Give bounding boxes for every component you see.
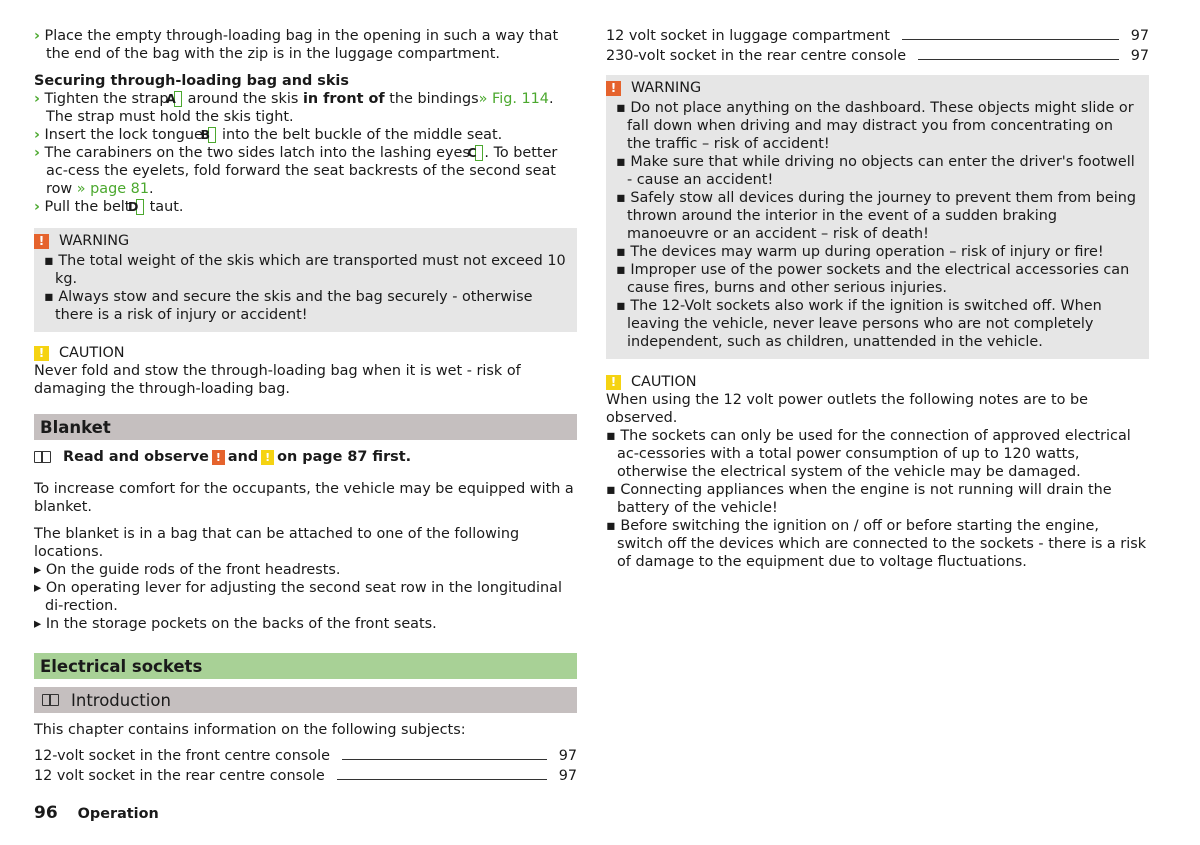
label-box: C (475, 145, 483, 161)
page-link[interactable]: » page 81 (76, 181, 149, 197)
toc-entry[interactable]: 230-volt socket in the rear centre console 97 (606, 48, 1149, 64)
list-item: ▪ Do not place anything on the dashboard. These objects might slide or fall down when driving and may distract you from concentrating on the traffic – risk of accident! (616, 100, 1134, 152)
list-item: ▪ The 12-Volt sockets also work if the ignition is switched off. When leaving the vehicle, never leave persons who are not completely independent, such as children, unattended in the vehicle. (616, 298, 1102, 350)
caution-icon: ! (606, 375, 621, 390)
caution-icon: ! (34, 346, 49, 361)
warning-icon: ! (34, 234, 49, 249)
instruction-step: › Place the empty through-loading bag in the opening in such a way that the end of the bag with the zip is in the luggage compartment. (34, 28, 559, 62)
toc-entry[interactable]: 12 volt socket in luggage compartment 97 (606, 28, 1149, 44)
instruction-step: › Pull the belt D taut. (34, 199, 184, 215)
list-item: ▸ In the storage pockets on the backs of the front seats. (34, 616, 437, 632)
toc-entry[interactable]: 12 volt socket in the rear centre console 97 (34, 768, 577, 784)
caution-icon: ! (261, 450, 274, 465)
figure-link[interactable]: » Fig. 114 (478, 91, 549, 107)
section-heading-electrical: Electrical sockets (34, 653, 577, 679)
list-item: ▪ Always stow and secure the skis and the bag securely - otherwise there is a risk of injury or accident! (44, 289, 533, 323)
toc-entry[interactable]: 12-volt socket in the front centre console 97 (34, 748, 577, 764)
instruction-step: › Tighten the strap A around the skis in front of the bindings» Fig. 114. The strap must hold the skis tight. (34, 91, 554, 125)
instruction-step: › Insert the lock tongue B into the belt buckle of the middle seat. (34, 127, 503, 143)
read-and-observe: Read and observe ! and ! on page 87 first. (34, 448, 577, 466)
list-item: ▪ The devices may warm up during operation – risk of injury or fire! (616, 244, 1104, 260)
label-box: D (136, 199, 144, 215)
page-footer (34, 804, 159, 823)
label-box: B (208, 127, 216, 143)
label-box: A (174, 91, 182, 107)
list-item: ▪ Safely stow all devices during the journey to prevent them from being thrown around the interior in the event of a sudden braking manoeuvre or an accident – risk of death! (616, 190, 1136, 242)
list-item: ▪ Improper use of the power sockets and the electrical accessories can cause fires, burns and other serious injuries. (616, 262, 1130, 296)
warning-icon: ! (212, 450, 225, 465)
list-item: ▪ The total weight of the skis which are transported must not exceed 10 kg. (44, 253, 566, 287)
list-item: ▪ Connecting appliances when the engine is not running will drain the battery of the vehicle! (606, 482, 1112, 516)
left-column (34, 27, 577, 785)
section-heading-blanket: Blanket (34, 414, 577, 440)
warning-box: ! WARNING ▪ Do not place anything on the dashboard. These objects might slide or fall down when driving and may distract you from concentrating on the traffic – risk of accident! ▪ Make sure that while driving no objects can enter the driver's footwell - cause an accident! ▪ Safely stow all devices during the journey to prevent them from being thrown around the interior in the event of a sudden braking manoeuvre or an accident – risk of death! ▪ The devices may warm up during operation – risk of injury or fire! ▪ Improper use of the power sockets and the electrical accessories can cause fires, burns and other serious injuries. ▪ The 12-Volt sockets also work if the ignition is switched off. When leaving the vehicle, never leave persons who are not completely independent, such as children, unattended in the vehicle. (606, 75, 1149, 359)
caution-text: When using the 12 volt power outlets the following notes are to be observed. (606, 392, 1088, 426)
list-item: ▪ Before switching the ignition on / off or before starting the engine, switch off the devices which are connected to the sockets - there is a risk of damage to the equipment due to voltage fluctuations. (606, 518, 1147, 570)
page-number: 96 (34, 803, 58, 823)
book-icon (42, 694, 59, 706)
paragraph: This chapter contains information on the following subjects: (34, 722, 466, 738)
book-icon (34, 451, 51, 463)
list-item: ▸ On the guide rods of the front headrests. (34, 562, 341, 578)
list-item: ▸ On operating lever for adjusting the second seat row in the longitudinal di-rection. (34, 580, 562, 614)
warning-icon: ! (606, 81, 621, 96)
paragraph: To increase comfort for the occupants, the vehicle may be equipped with a blanket. (34, 481, 574, 515)
warning-box: ! WARNING ▪ The total weight of the skis which are transported must not exceed 10 kg. ▪ Always stow and secure the skis and the bag securely - otherwise there is a risk of injury or accident! (34, 228, 577, 332)
list-item: ▪ The sockets can only be used for the connection of approved electrical ac-cessories with a total power consumption of up to 120 watts, otherwise the electrical system of the vehicle may be damaged. (606, 428, 1131, 480)
caution-text: Never fold and stow the through-loading bag when it is wet - risk of damaging the through-loading bag. (34, 363, 521, 397)
paragraph: The blanket is in a bag that can be attached to one of the following locations. (34, 526, 520, 560)
list-item: ▪ Make sure that while driving no objects can enter the driver's footwell - cause an accident! (616, 154, 1135, 188)
subsection-heading-introduction: Introduction (34, 687, 577, 713)
subheading: Securing through-loading bag and skis (34, 73, 349, 89)
section-name: Operation (77, 806, 159, 822)
instruction-step: › The carabiners on the two sides latch into the lashing eyes C . To better ac-cess the eyelets, fold forward the seat backrests of the second seat row » page 81. (34, 145, 558, 197)
right-column (606, 27, 1149, 571)
caution-heading: ! CAUTION (34, 344, 577, 362)
caution-heading: ! CAUTION (606, 373, 1149, 391)
